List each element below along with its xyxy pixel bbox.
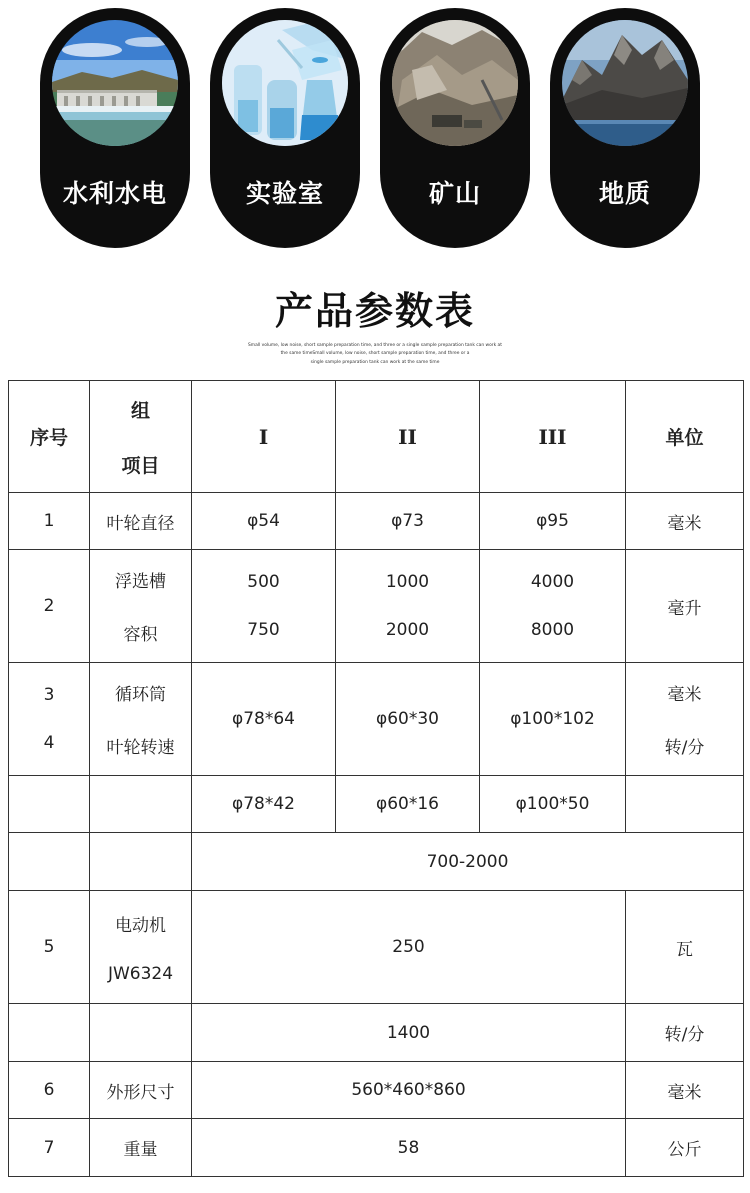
cell-seq: [9, 776, 90, 833]
cell-item-line: JW6324: [107, 963, 174, 984]
cell-item: [90, 776, 192, 833]
cell-seq: [9, 663, 90, 776]
cell-group-3: φ100*102: [480, 663, 626, 776]
category-mine[interactable]: [380, 8, 530, 248]
table-row: [9, 550, 744, 663]
cell-seq: [9, 833, 90, 891]
cell-value: 2000: [385, 620, 430, 640]
cell-seq: [9, 1004, 90, 1062]
cell-seq: 5: [9, 891, 90, 1004]
cell-group-2: φ60*16: [336, 776, 480, 833]
cell-item: [90, 833, 192, 891]
category-banner: [0, 0, 750, 260]
header-unit: 单位: [626, 381, 744, 493]
table-row: [9, 493, 744, 550]
cell-group-1: φ78*42: [192, 776, 336, 833]
cell-item: [90, 550, 192, 663]
cell-group-1: [192, 550, 336, 663]
cell-group-2: [336, 550, 480, 663]
subtitle: [215, 342, 535, 367]
cell-item-line: 电动机: [115, 915, 166, 936]
header-item-line: 项目: [121, 454, 160, 477]
header-group-3: III: [480, 381, 626, 493]
header-item-line: 组: [130, 399, 150, 422]
cell-group-1: φ78*64: [192, 663, 336, 776]
cell-group-2: φ60*30: [336, 663, 480, 776]
cell-value: 1000: [385, 572, 430, 592]
cell-item: [90, 663, 192, 776]
category-label: 水利水电: [62, 179, 167, 208]
cell-item-line: 循环筒: [115, 685, 166, 705]
cell-seq-line: 3: [43, 685, 55, 705]
hydropower-dam-photo: [52, 20, 178, 146]
cell-item: [90, 1004, 192, 1062]
cell-group-3: φ95: [480, 493, 626, 550]
table-row: [9, 833, 744, 891]
category-label: 地质: [598, 179, 651, 208]
table-header-row: [9, 381, 744, 493]
cell-seq: 6: [9, 1062, 90, 1119]
cell-unit: 毫米: [626, 1062, 744, 1119]
page-title: 产品参数表: [274, 289, 475, 333]
subtitle-line: Small volume, low noise, short sample preparation time, and three or a single sample preparation tank can work at: [248, 343, 502, 348]
category-label: 矿山: [428, 179, 481, 208]
table-row: [9, 663, 744, 776]
cell-unit: 毫升: [626, 550, 744, 663]
cell-value-merged: 1400: [192, 1004, 626, 1062]
cell-seq: 7: [9, 1119, 90, 1177]
cell-value-merged: 560*460*860: [192, 1062, 626, 1119]
subtitle-line: the same timeSmall volume, low noise, short sample preparation time, and three or a: [280, 351, 470, 357]
table-row: [9, 1119, 744, 1177]
table-row: [9, 891, 744, 1004]
cell-item-line: 容积: [123, 625, 158, 645]
category-hydropower[interactable]: [40, 8, 190, 248]
subtitle-line: single sample preparation tank can work at the same time: [310, 359, 440, 365]
cell-group-3: [480, 550, 626, 663]
laboratory-glassware-photo: [222, 20, 348, 146]
cell-unit: 公斤: [626, 1119, 744, 1177]
cell-unit-line: 毫米: [667, 685, 702, 705]
mountain-geology-photo: [562, 20, 688, 146]
cell-value-merged: 250: [192, 891, 626, 1004]
header-item: [90, 381, 192, 493]
cell-item-line: 浮选槽: [115, 572, 166, 592]
header-group-2: II: [336, 381, 480, 493]
header-group-1: I: [192, 381, 336, 493]
cell-group-2: φ73: [336, 493, 480, 550]
category-label: 实验室: [245, 179, 324, 208]
cell-item-line: 叶轮转速: [106, 738, 175, 758]
category-laboratory[interactable]: [210, 8, 360, 248]
header-seq: 序号: [9, 381, 90, 493]
cell-group-1: φ54: [192, 493, 336, 550]
cell-seq: 2: [9, 550, 90, 663]
cell-unit: 转/分: [626, 1004, 744, 1062]
mine-quarry-photo: [392, 20, 518, 146]
table-row: [9, 1062, 744, 1119]
cell-value: 500: [247, 572, 280, 592]
cell-value-merged: 58: [192, 1119, 626, 1177]
cell-unit-line: 转/分: [664, 738, 705, 758]
cell-value: 8000: [530, 620, 575, 640]
cell-value: 4000: [530, 572, 575, 592]
cell-unit: 瓦: [626, 891, 744, 1004]
table-row: [9, 1004, 744, 1062]
cell-unit: [626, 776, 744, 833]
cell-unit: [626, 663, 744, 776]
cell-unit: 毫米: [626, 493, 744, 550]
cell-group-3: φ100*50: [480, 776, 626, 833]
cell-item: 叶轮直径: [90, 493, 192, 550]
cell-seq-line: 4: [43, 733, 55, 753]
table-row: [9, 776, 744, 833]
cell-seq: 1: [9, 493, 90, 550]
cell-value-merged: 700-2000: [192, 833, 744, 891]
category-geology[interactable]: [550, 8, 700, 248]
cell-item: 重量: [90, 1119, 192, 1177]
spec-table: [8, 380, 744, 1177]
cell-item: [90, 891, 192, 1004]
cell-value: 750: [247, 620, 280, 640]
cell-item: 外形尺寸: [90, 1062, 192, 1119]
